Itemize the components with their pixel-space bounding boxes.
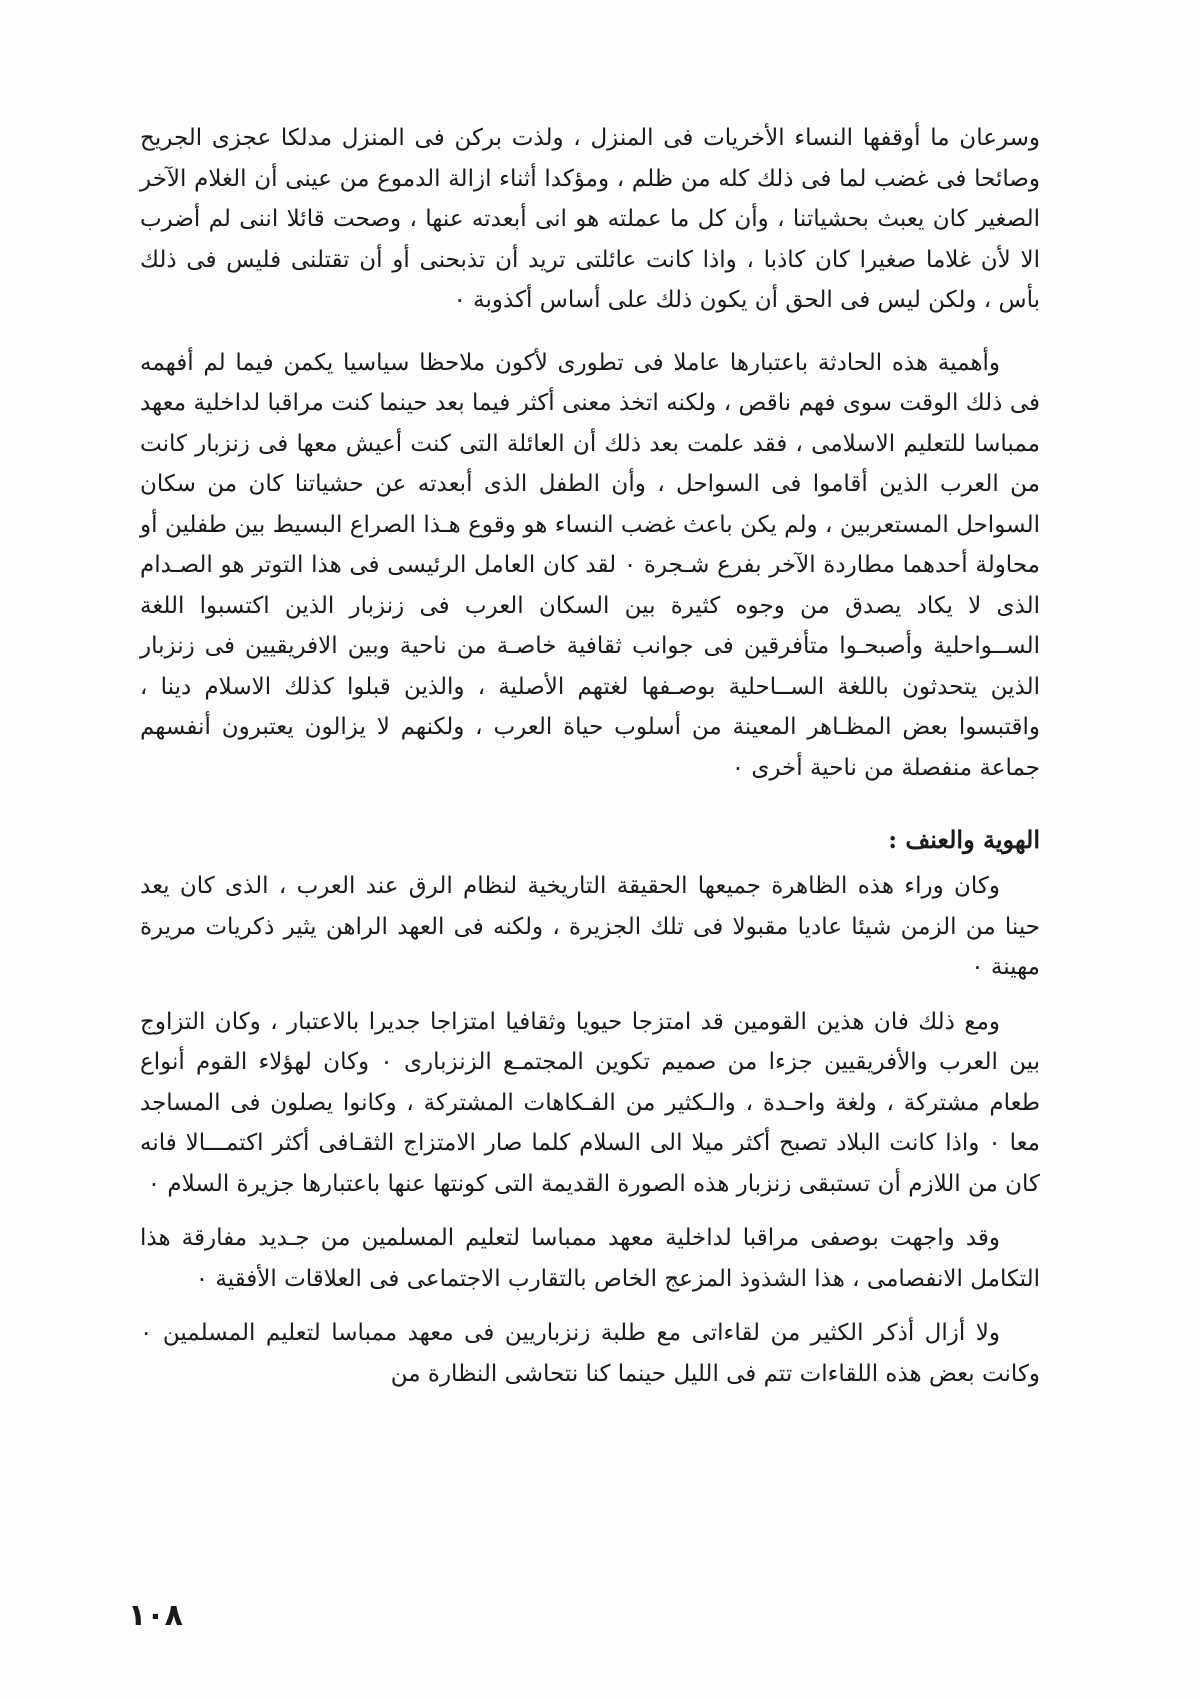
section-heading: الهوية والعنف : xyxy=(888,825,1040,854)
paragraph-1: وسرعان ما أوقفها النساء الأخريات فى المنزل ، ولذت بركن فى المنزل مدلكا عجزى الجريح وصائحا فى غضب لما فى ذلك كله من ظلم ، ومؤكدا أثناء ازالة الدموع من عينى أن الغلام الآخر الصغير كان يعبث بحشياتنا ، وأن كل ما عملته هو انى أبعدته عنها ، وصحت قائلا اننى لم أضرب الا لأن غلاما صغيرا كان كاذبا ، واذا كانت عائلتى تريد أن تذبحنى أو أن تقتلنى فليس فى ذلك بأس ، ولكن ليس فى الحق أن يكون ذلك على أساس أكذوبة ٠ xyxy=(140,125,1040,313)
page-number: ١٠٨ xyxy=(128,1598,183,1633)
paragraph-6: ولا أزال أذكر الكثير من لقاءاتى مع طلبة زنزباريين فى معهد ممباسا لتعليم المسلمين ٠ وكانت بعض هذه اللقاءات تتم فى الليل حينما كنا نتحاشى النظارة من xyxy=(140,1320,1040,1387)
paragraph-4: ومع ذلك فان هذين القومين قد امتزجا حيويا وثقافيا امتزاجا جديرا بالاعتبار ، وكان التزاوج بين العرب والأفريقيين جزءا من صميم تكوين المجتمـع الزنزبارى ٠ وكان لهؤلاء القوم أنواع طعام مشتركة ، ولغة واحـدة ، والـكثير من الفـكاهات المشتركة ، وكانوا يصلون فى المساجد معا ٠ واذا كانت البلاد تصبح أكثر ميلا الى السلام كلما صار الامتزاج الثقـافى أكثر اكتمـــالا فانه كان من اللازم أن تستبقى زنزبار هذه الصورة القديمة التى كونتها عنها باعتبارها جزيرة السلام ٠ xyxy=(140,1008,1041,1197)
paragraph-2: وأهمية هذه الحادثة باعتبارها عاملا فى تطورى لأكون ملاحظا سياسيا يكمن فيما لم أفهمه فى ذلك الوقت سوى فهم ناقص ، ولكنه اتخذ معنى أكثر فيما بعد حينما كنت مراقبا لداخلية معهد ممباسا للتعليم الاسلامى ، فقد علمت بعد ذلك أن العائلة التى كنت أعيش معها فى زنزبار كانت من العرب الذين أقاموا فى السواحل ، وأن الطفل الذى أبعدته عن حشياتنا كان من سكان السواحل المستعربين ، ولم يكن باعث غضب النساء هو وقوع هـذا الصراع البسيط بين طفلين أو محاولة أحدهما مطاردة الآخر بفرع شـجرة ٠ لقد كان العامل الرئيسى فى هذا التوتر هو الصـدام الذى لا يكاد يصدق من وجوه كثيرة بين السكان العرب فى زنزبار الذين اكتسبوا اللغة الســواحلية وأصبحـوا متأفرقين فى جوانب ثقافية خاصـة من ناحية وبين الافريقيين فى زنزبار الذين يتحدثون باللغة الســاحلية بوصـفها لغتهم الأصلية ، والذين قبلوا كذلك الاسلام دينا ، واقتبسوا بعض المظـاهر المعينة من أسلوب حياة العرب ، ولكنهم لا يزالون يعتبرون أنفسهم جماعة منفصلة من ناحية أخرى ٠ xyxy=(140,349,1040,781)
paragraph-3: وكان وراء هذه الظاهرة جميعها الحقيقة التاريخية لنظام الرق عند العرب ، الذى كان يعد حينا من الزمن شيئا عاديا مقبولا فى تلك الجزيرة ، ولكنه فى العهد الراهن يثير ذكريات مريرة مهينة ٠ xyxy=(140,873,1040,980)
book-page xyxy=(140,118,1040,1394)
paragraph-5: وقد واجهت بوصفى مراقبا لداخلية معهد ممباسا لتعليم المسلمين من جـديد مفارقة هذا التكامل الانفصامى ، هذا الشذوذ المزعج الخاص بالتقارب الاجتماعى فى العلاقات الأفقية ٠ xyxy=(140,1225,1040,1292)
